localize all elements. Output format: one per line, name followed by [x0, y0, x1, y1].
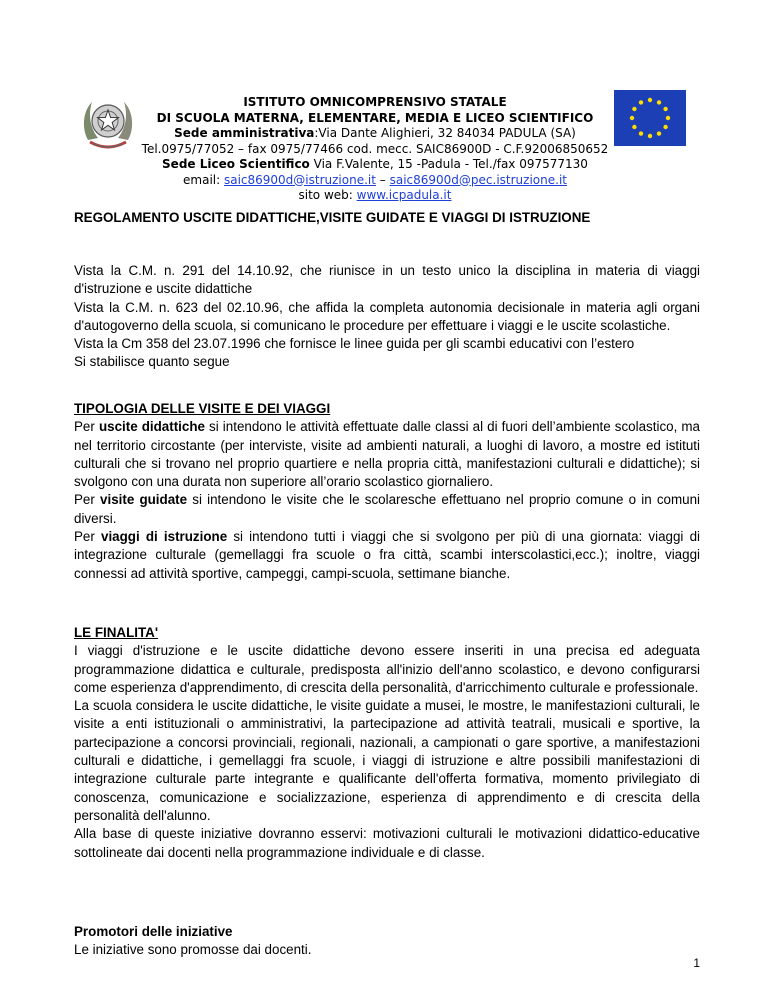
tipologia-p2-text: si intendono le visite che le scolaresche effettuano nel proprio comune o in comuni diversi.: [74, 492, 701, 526]
tipologia-p3-term: viaggi di istruzione: [101, 529, 228, 545]
tipologia-p2-term: visite guidate: [100, 492, 188, 508]
finalita-heading: LE FINALITA': [74, 625, 159, 640]
tipologia-paragraph-1: [74, 418, 700, 491]
finalita-paragraph-3: Alla base di queste iniziative dovranno esservi: motivazioni culturali le motivazioni didattico-educative sottolineate dai docenti nella programmazione individuale e di classe.: [74, 826, 700, 860]
document-title: REGOLAMENTO USCITE DIDATTICHE,VISITE GUIDATE E VIAGGI DI ISTRUZIONE: [74, 210, 591, 225]
finalita-paragraph-2: La scuola considera le uscite didattiche, le visite guidate a musei, le mostre, le manifestazioni culturali, le visite a enti istituzionali o amministrativi, la partecipazione ad attività teatrali, musicali e sportive, la partecipazione a concorsi provinciali, regionali, nazionali, a campionati o gare sportive, a manifestazioni culturali e didattiche, i gemellaggi fra scuole, i viaggi di istruzione e altre possibili manifestazioni di integrazione culturale parte integrante e qualificante dell'offerta formativa, momento privilegiato di conoscenza, comunicazione e socializzazione, esperienza di apprendimento e di crescita della personalità dell'alunno.: [74, 698, 700, 823]
tipologia-heading: TIPOLOGIA DELLE VISITE E DEI VIAGGI: [74, 401, 331, 416]
tipologia-p1-prefix: Per: [74, 419, 99, 435]
intro-paragraph-4: Si stabilisce quanto segue: [74, 354, 230, 370]
page-number: 1: [693, 956, 700, 970]
email-line: [140, 173, 610, 189]
email-label: email:: [183, 172, 224, 187]
email-link-pec[interactable]: saic86900d@pec.istruzione.it: [389, 172, 567, 187]
tipologia-p2-prefix: Per: [74, 492, 101, 508]
institute-title: ISTITUTO OMNICOMPRENSIVO STATALE: [243, 95, 507, 109]
institute-subtitle: DI SCUOLA MATERNA, ELEMENTARE, MEDIA E LICEO SCIENTIFICO: [156, 110, 594, 125]
document-title-block: [74, 209, 700, 227]
eu-flag-icon: [614, 90, 686, 146]
website-line: [140, 188, 610, 204]
contact-line: Tel.0975/77052 – fax 0975/77466 cod. mecc. SAIC86900D - C.F.92006850652: [141, 141, 609, 156]
tipologia-paragraph-3: [74, 528, 700, 583]
tipologia-section: [74, 400, 700, 583]
italian-republic-emblem-icon: [80, 92, 136, 154]
promotori-heading: Promotori delle iniziative: [74, 924, 233, 939]
tipologia-p3-text: si intendono tutti i viaggi che si svolgono per più di una giornata: viaggi di integrazione culturale (gemellaggi fra scuole o fra città, scambi interscolastici,ecc.); inoltre, viaggi connessi ad attività sportive, campeggi, campi-scuola, settimane bianche.: [74, 529, 700, 581]
website-link[interactable]: www.icpadula.it: [356, 188, 452, 202]
tipologia-p1-text: si intendono le attività effettuate dalle classi al di fuori dell’ambiente scolastico, ma nel territorio circostante (per interviste, visite ad ambienti naturali, a luoghi di lavoro, a mostre ed istituti culturali che si trovano nel proprio quartiere e nella propria città, manifestazioni culturali e didattiche); si svolgono con una durata non superiore all’orario scolastico giornaliero.: [74, 419, 700, 490]
tipologia-p1-term: uscite didattiche: [98, 419, 205, 435]
admin-address-text: :Via Dante Alighieri, 32 84034 PADULA (SA): [314, 126, 576, 140]
intro-paragraph-3: Vista la Cm 358 del 23.07.1996 che fornisce le linee guida per gli scambi educativi con l’estero: [74, 336, 635, 352]
promotori-paragraph: Le iniziative sono promosse dai docenti.: [74, 942, 312, 958]
intro-paragraph-1: Vista la C.M. n. 291 del 14.10.92, che riunisce in un testo unico la disciplina in materia di viaggi d'istruzione e uscite didattiche: [74, 263, 700, 297]
letterhead: [140, 95, 610, 204]
email-separator: –: [375, 172, 390, 187]
intro-paragraph-2: Vista la C.M. n. 623 del 02.10.96, che affida la completa autonomia decisionale in materia agli organi d'autogoverno della scuola, si comunicano le procedure per effettuare i viaggi e le uscite scolastiche.: [74, 299, 700, 333]
intro-section: [74, 262, 700, 372]
finalita-section: [74, 624, 700, 862]
website-label: sito web:: [298, 188, 357, 202]
email-link-primary[interactable]: saic86900d@istruzione.it: [223, 172, 376, 187]
tipologia-paragraph-2: [74, 491, 700, 528]
tipologia-p3-prefix: Per: [74, 529, 101, 545]
admin-address: [140, 126, 610, 142]
promotori-section: [74, 923, 700, 960]
liceo-address-text: Via F.Valente, 15 -Padula - Tel./fax 097577130: [309, 157, 588, 171]
finalita-paragraph-1: I viaggi d'istruzione e le uscite didattiche devono essere inseriti in una precisa ed adeguata programmazione didattica e culturale, predisposta all'inizio dell'anno scolastico, e devono configurarsi come esperienza d'apprendimento, di crescita della personalità, d'arricchimento culturale e professionale.: [74, 643, 700, 695]
liceo-address: [140, 157, 610, 173]
admin-address-label: Sede amministrativa: [174, 126, 315, 140]
liceo-address-label: Sede Liceo Scientifico: [162, 157, 310, 171]
